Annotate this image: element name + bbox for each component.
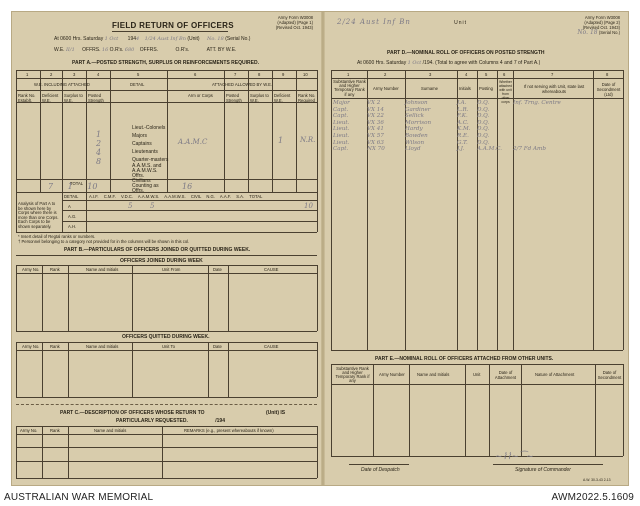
form-reference-right: Army Form W3008 (Adapted) (Page 2) (Revised Oct. 1943) No. 18 (Serial No.) xyxy=(577,15,620,36)
part-a-heading: PART A.—POSTED STRENGTH, SURPLUS OR REINFORCEMENTS REQUIRED. xyxy=(72,60,259,66)
part-b-heading: PART B.—PARTICULARS OF OFFICERS JOINED OR QUITTED DURING WEEK. xyxy=(64,247,251,253)
part-d-heading: PART D.—NOMINAL ROLL OF OFFICERS ON POSTED STRENGTH xyxy=(387,50,545,56)
form-page: (Adapted) (Page 1) xyxy=(277,20,313,25)
footer-accession: AWM2022.5.1609 xyxy=(551,492,634,503)
roll-row: Lieut. VX 63 Wilson G.T. D.Q. xyxy=(333,139,490,146)
handwritten-unit: 1/24 Aust Inf Bn xyxy=(144,36,186,42)
page-title: FIELD RETURN OF OFFICERS xyxy=(112,21,234,30)
quitted-heading: OFFICERS QUITTED DURING WEEK. xyxy=(122,334,210,340)
left-page: Army Form W3008 (Adapted) (Page 1) (Revised Oct. 1943) FIELD RETURN OF OFFICERS At 0600 Hrs. Saturday 1 Oct 1944 1/24 Aust Inf Bn (Unit) No. 18 (Serial No.) W.E. II/1 OFFRS. 16 O.R's. 680 OFFRS. O.R's. ATT. BY W.E. PART A.—POSTED STRENGTH, SURPLUS OR REINFORCEMENTS REQUIRED. 1 2 3 4 5 6 7 8 9 10 W.E. INCLUDING ATTACHED DETAIL ATTACHED ALLOWED BY W.E. Rank No. Establt. Deficient W.E. Surplus to W.E. Posted Strength Arm or Corps Posted Strength Surplus to W.E. Deficient W.E. Rank No. Required Lieut.-Colonels Majors Captains Lieutenants Quarter-masters A.A.M.S. and A.A.M.W.S. Offrs. Civilians Counting as Offrs. 1 2 4 8 A.A.M.C 1 N.R. 7 1 10 16 Analysis of Part A to be shown here by Corps where there is more than one Corps. Each Corps to be shown separately. DETAIL A.I.F. C.M.F. V.D.C. A.A.M.W.S. A.A.M.W.S. CIVIL N.G. A.A.F. S.A. TOTAL A A.G. A.H. 5 5 10 TOTAL * Insert detail of Regtal ranks or numbers. † Personnel belonging to a category not provided for in the columns will be shown in this col. PART B.—PARTICULARS OF OFFICERS JOINED OR QUITTED DURING WEEK. OFFICERS JOINED DURING WEEK Army No. Rank Name and Initials Unit From Date CAUSE OFFICERS QUITTED DURING WEEK. Army No. Rank Name and Initials Unit To Date CAUSE PART C.—DESCRIPTION OF OFFICERS WHOSE RETURN TO (Unit) IS PARTICULARLY REQUESTED. /194 Army No. Rank Name and Initials REMARKS (e.g., present whereabouts if known) xyxy=(12,12,321,485)
report-date-line: At 0600 Hrs. Saturday 1 Oct 1944 1/24 Aust Inf Bn (Unit) No. 18 (Serial No.) xyxy=(54,36,251,42)
joined-heading: OFFICERS JOINED DURING WEEK xyxy=(120,258,203,264)
roll-row: Lieut. VX 36 Morrison A.C. D.Q. xyxy=(333,119,490,126)
form-revision: (Revised Oct. 1943) xyxy=(275,25,313,30)
right-page: 2/24 Aust Inf Bn Unit Army Form W3008 (Adapted) (Page 2) (Revised Oct. 1943) No. 18 (Serial No.) PART D.—NOMINAL ROLL OF OFFICERS ON POSTED STRENGTH At 0600 Hrs. Saturday 1 Oct /194. (Total to agree with Columns 4 and 7 of Part A.) 1 2 3 4 5 6 7 8 Substantive Rank and Higher Temporary Rank if any Army Number Surname Initials Posting Whether attached with unit from other corps If not serving with Unit, state last whereabouts Date of Secondment (Ltd) Major VX 2 Johnson J.A. D.Q. Inf. Trng. Centre Capt. VX 14 Gardiner L.R. D.Q. Capt. VX 22 Sellick F.K. D.Q. Lieut. VX 36 Morrison A.C. D.Q. Lieut. VX 41 Hardy K.M. D.Q. Lieut. VX 57 Bowden R.E. D.Q. Lieut. VX 63 Wilson G.T. D.Q. Capt. NX 70 Lloyd J.J. A.A.M.C. 2/7 Fd Amb PART E.—NOMINAL ROLL OF OFFICERS ATTACHED FROM OTHER UNITS. Substantive Rank and Higher Temporary Rank if any Army Number Name and Initials Unit Date of Attachment Nature of Attachment Date of Secondment Date of Despatch ~⌇⌇~⁀~ Signature of Commander A.W. 30-3-43 2-13 xyxy=(325,12,630,485)
commander-signature: ~⌇⌇~⁀~ xyxy=(495,452,534,462)
roll-row: Capt. NX 70 Lloyd J.J. A.A.M.C. 2/7 Fd Amb xyxy=(333,146,546,153)
footer-source: AUSTRALIAN WAR MEMORIAL xyxy=(4,492,154,503)
despatch-date-label: Date of Despatch xyxy=(361,467,400,473)
part-e-heading: PART E.—NOMINAL ROLL OF OFFICERS ATTACHED FROM OTHER UNITS. xyxy=(375,356,554,362)
handwritten-posted-column: 1 2 4 8 xyxy=(96,130,102,166)
part-c-heading: PART C.—DESCRIPTION OF OFFICERS WHOSE RETURN TO (Unit) IS xyxy=(60,410,286,416)
form-reference xyxy=(276,15,313,30)
handwritten-date: 1 Oct xyxy=(104,36,119,42)
form-number: Army Form W3008 xyxy=(277,15,313,20)
roll-row: Major VX 2 Johnson J.A. D.Q. Inf. Trng. Centre xyxy=(333,100,561,106)
signature-label: Signature of Commander xyxy=(515,467,571,473)
roll-row: Lieut. VX 41 Hardy K.M. D.Q. xyxy=(333,126,490,133)
part-d-date-line: At 0600 Hrs. Saturday 1 Oct /194. (Total to agree with Columns 4 and 7 of Part A.) xyxy=(357,60,541,66)
roll-row: Capt. VX 22 Sellick F.K. D.Q. xyxy=(333,113,490,120)
officer-category-list: Lieut.-Colonels Majors Captains Lieutenants Quarter-masters A.A.M.S. and A.A.M.W.S. Offrs. Civilians Counting as Offrs. xyxy=(132,125,169,194)
handwritten-unit-right: 2/24 Aust Inf Bn xyxy=(337,18,411,26)
roll-row: Lieut. VX 57 Bowden R.E. D.Q. xyxy=(333,132,490,139)
roll-row: Capt. VX 14 Gardiner L.R. D.Q. xyxy=(333,106,490,113)
form-sheet xyxy=(11,11,629,486)
establishment-line: W.E. II/1 OFFRS. 16 O.R's. 680 OFFRS. O.R's. ATT. BY W.E. xyxy=(54,47,237,53)
handwritten-roll xyxy=(333,100,561,153)
handwritten-totals: 7 1 10 16 xyxy=(48,182,193,191)
